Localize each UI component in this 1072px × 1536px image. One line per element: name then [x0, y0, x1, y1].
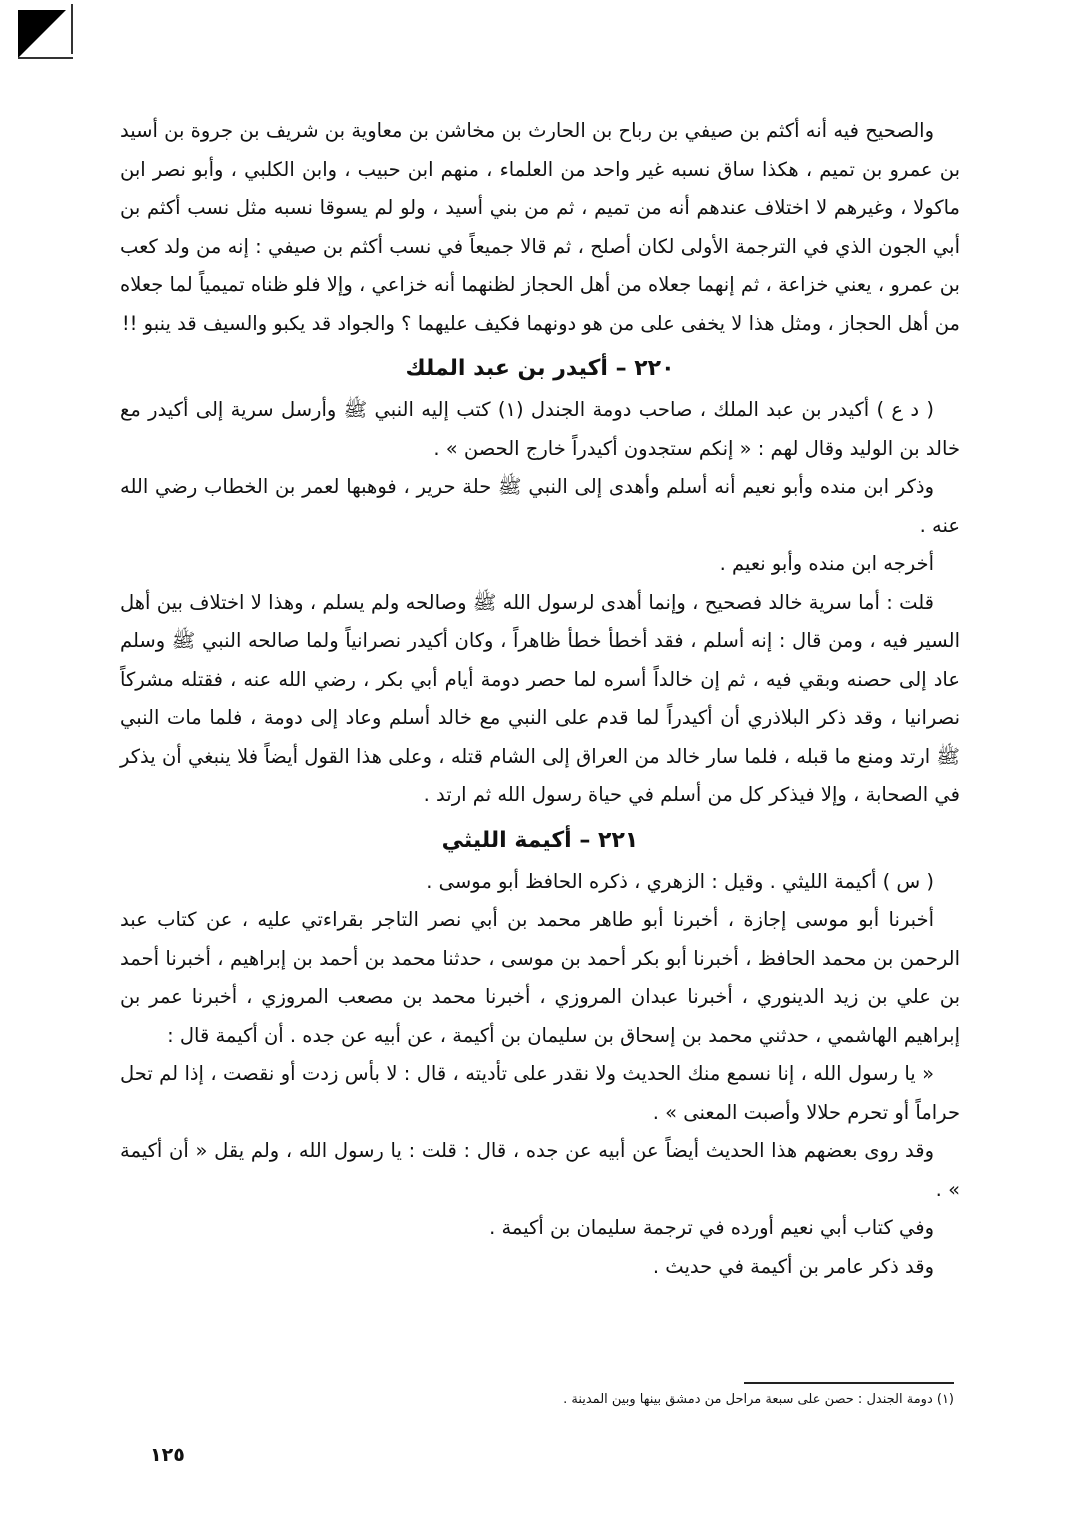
- entry-220-paragraph-4: قلت : أما سرية خالد فصحيح ، وإنما أهدى لرسول الله ﷺ وصالحه ولم يسلم ، وهذا لا اختلاف بين أهل السير فيه ، ومن قال : إنه أسلم ، فقد أخطأ خطأ ظاهراً ، وكان أكيدر نصرانياً ولما صالحه النبي ﷺ وسلم عاد إلى حصنه وبقي فيه ، ثم إن خالداً أسره لما حصر دومة أيام أبي بكر ، رضي الله عنه ، فقتله مشركاً نصرانيا ، وقد ذكر البلاذري أن أكيدراً لما قدم على النبي مع خالد أسلم وعاد إلى دومة ، فلما مات النبي ﷺ ارتد ومنع ما قبله ، فلما سار خالد من العراق إلى الشام قتله ، وعلى هذا القول أيضاً فلا ينبغي أن يذكر في الصحابة ، وإلا فيذكر كل من أسلم في حياة رسول الله ثم ارتد .: [120, 590, 960, 806]
- intro-paragraph: والصحيح فيه أنه أكثم بن صيفي بن رباح بن الحارث بن مخاشن بن معاوية بن شريف بن جروة بن أسيد بن عمرو بن تميم ، هكذا ساق نسبه غير واحد من العلماء ، منهم ابن حبيب ، وابن الكلبي ، وأبو نصر ابن ماكولا ، وغيرهم لا اختلاف عندهم أنه من تميم ، ثم من بني أسيد ، ولو لم يسوقا نسبه مثل نسب أكثم بن أبي الجون الذي في الترجمة الأولى لكان أصلح ، ثم قالا جميعاً في نسب أكثم بن صيفي : إنه من ولد كعب بن عمرو ، يعني خزاعة ، ثم إنهما جعلاه من أهل الحجاز لظنهما أنه خزاعي ، وإلا فلو ظناه تميمياً لما جعلاه من أهل الحجاز ، ومثل هذا لا يخفى على من هو دونهما فكيف عليهما ؟ والجواد قد يكبو والسيف قد ينبو !!: [120, 119, 960, 335]
- entry-220-paragraph-2: وذكر ابن منده وأبو نعيم أنه أسلم وأهدى إلى النبي ﷺ حلة حرير ، فوهبها لعمر بن الخطاب رضي الله عنه .: [120, 475, 960, 537]
- page-number: ١٢٥: [150, 1444, 185, 1466]
- corner-rule-horizontal: [18, 57, 73, 59]
- entry-220-heading: ٢٢٠ – أكيدر بن عبد الملك: [405, 356, 675, 381]
- corner-crop-mark: [18, 10, 66, 58]
- corner-rule-vertical: [71, 4, 73, 54]
- page-body: [120, 112, 960, 1286]
- entry-221-paragraph-1: ( س ) أكيمة الليثي . وقيل : الزهري ، ذكره الحافظ أبو موسى .: [426, 869, 934, 893]
- footnote: (١) دومة الجندل : حصن على سبعة مراحل من دمشق بينها وبين المدينة .: [563, 1392, 954, 1407]
- entry-221-paragraph-6: وقد ذكر عامر بن أكيمة في حديث .: [652, 1254, 934, 1278]
- entry-220-paragraph-1: ( د ع ) أكيدر بن عبد الملك ، صاحب دومة الجندل (١) كتب إليه النبي ﷺ وأرسل سرية إلى أكيدر مع خالد بن الوليد وقال لهم : « إنكم ستجدون أكيدراً خارج الحصن » .: [120, 398, 960, 460]
- entry-221-heading: ٢٢١ – أكيمة الليثي: [441, 827, 639, 853]
- entry-221-paragraph-5: وفي كتاب أبي نعيم أورده في ترجمة سليمان بن أكيمة .: [489, 1216, 934, 1239]
- entry-220-paragraph-3: أخرجه ابن منده وأبو نعيم .: [719, 552, 934, 575]
- entry-221-paragraph-3: « يا رسول الله ، إنا نسمع منك الحديث ولا نقدر على تأديته ، قال : لا بأس زدت أو نقصت ، إذا لم تحل حراماً أو تحرم حلالا وأصبت المعنى » .: [120, 1062, 960, 1124]
- entry-221-paragraph-2: أخبرنا أبو موسى إجازة ، أخبرنا أبو طاهر محمد بن أبي نصر التاجر بقراءتي عليه ، عن كتاب عبد الرحمن بن محمد الحافظ ، أخبرنا أبو بكر أحمد بن موسى ، حدثنا محمد بن أحمد بن إبراهيم ، أخبرنا أحمد بن علي بن زيد الدينوري ، أخبرنا عبدان المروزي ، أخبرنا محمد بن مصعب المروزي ، أخبرنا عمر بن إبراهيم الهاشمي ، حدثني محمد بن إسحاق بن سليمان بن أكيمة ، عن أبيه عن جده . أن أكيمة قال :: [120, 908, 960, 1047]
- entry-221-paragraph-4: وقد روى بعضهم هذا الحديث أيضاً عن أبيه عن جده ، قال : قلت : يا رسول الله ، ولم يقل « أن أكيمة » .: [120, 1139, 960, 1201]
- footnote-rule: [744, 1382, 954, 1384]
